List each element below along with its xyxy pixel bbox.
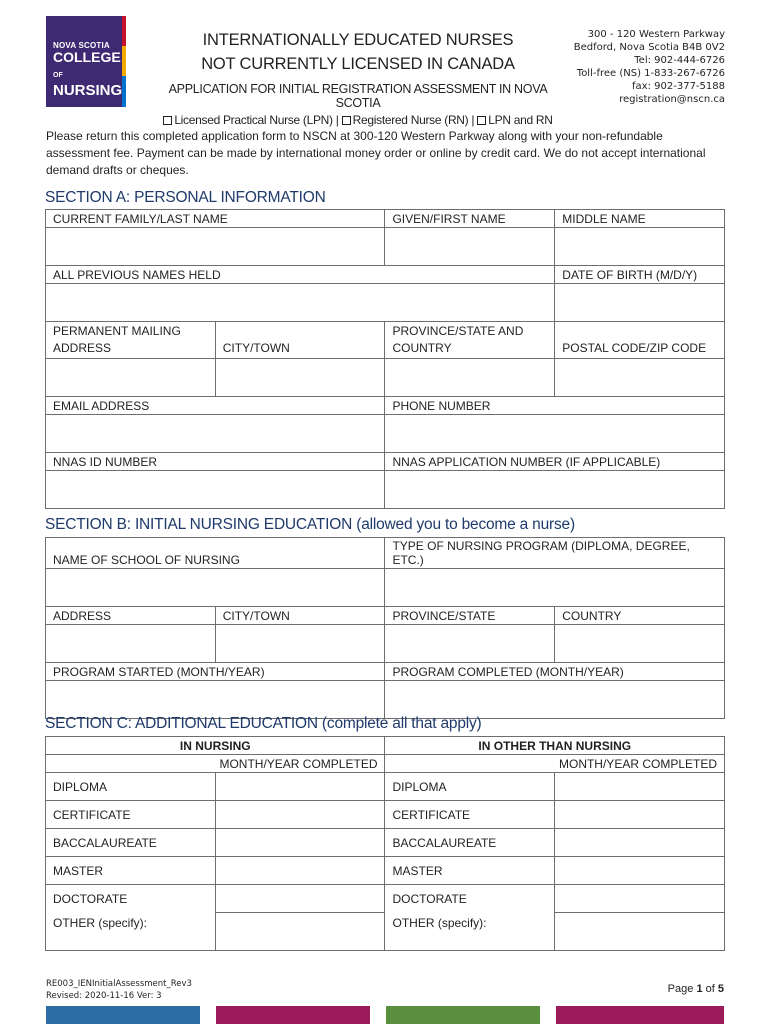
nursing-education-table — [45, 537, 725, 719]
other-other-field[interactable] — [555, 913, 725, 951]
footer-bar-green — [386, 1006, 540, 1024]
middle-name-label: MIDDLE NAME — [555, 210, 725, 228]
nursing-certificate-label: CERTIFICATE — [46, 801, 216, 829]
city-field[interactable] — [215, 359, 385, 397]
license-type-options: Licensed Practical Nurse (LPN) | Registered Nurse (RN) | LPN and RN — [150, 113, 566, 127]
school-field[interactable] — [46, 569, 385, 607]
nursing-baccalaureate-field[interactable] — [215, 829, 385, 857]
mailing-address-field[interactable] — [46, 359, 216, 397]
previous-names-label: ALL PREVIOUS NAMES HELD — [46, 266, 555, 284]
previous-names-field[interactable] — [46, 284, 555, 322]
section-b-title: SECTION B: INITIAL NURSING EDUCATION (allowed you to become a nurse) — [45, 516, 575, 533]
lpn-option[interactable]: Licensed Practical Nurse (LPN) — [163, 113, 332, 127]
given-name-label: GIVEN/FIRST NAME — [385, 210, 555, 228]
nursing-doctorate-field[interactable] — [215, 885, 385, 913]
program-type-label: TYPE OF NURSING PROGRAM (DIPLOMA, DEGREE, ETC.) — [385, 538, 725, 569]
in-nursing-header: IN NURSING — [46, 737, 385, 755]
footer-bar-magenta — [216, 1006, 370, 1024]
other-diploma-field[interactable] — [555, 773, 725, 801]
school-address-label: ADDRESS — [46, 607, 216, 625]
email-field[interactable] — [46, 415, 385, 453]
city-label: CITY/TOWN — [215, 322, 385, 359]
email-label: EMAIL ADDRESS — [46, 397, 385, 415]
mailing-address-label: PERMANENT MAILING ADDRESS — [46, 322, 216, 359]
given-name-field[interactable] — [385, 228, 555, 266]
form-header — [150, 28, 566, 127]
nursing-master-label: MASTER — [46, 857, 216, 885]
middle-name-field[interactable] — [555, 228, 725, 266]
other-baccalaureate-label: BACCALAUREATE — [385, 829, 555, 857]
nnas-id-field[interactable] — [46, 471, 385, 509]
program-completed-label: PROGRAM COMPLETED (MONTH/YEAR) — [385, 663, 725, 681]
additional-education-table — [45, 736, 725, 951]
other-master-field[interactable] — [555, 857, 725, 885]
lpn-checkbox[interactable] — [163, 116, 172, 125]
intro-paragraph: Please return this completed application form to NSCN at 300-120 Western Parkway along with your non-refundable assessment fee. Payment can be made by international money order or online by credit card. We do not accept international demand drafts or cheques. — [46, 129, 706, 177]
postal-code-field[interactable] — [555, 359, 725, 397]
other-than-nursing-header: IN OTHER THAN NURSING — [385, 737, 725, 755]
program-started-field[interactable] — [46, 681, 385, 719]
nursing-doctorate-label: DOCTORATE — [46, 885, 216, 913]
nursing-other-field[interactable] — [215, 913, 385, 951]
nursing-month-year-header: MONTH/YEAR COMPLETED — [46, 755, 385, 773]
other-certificate-label: CERTIFICATE — [385, 801, 555, 829]
other-doctorate-label: DOCTORATE — [385, 885, 555, 913]
school-country-field[interactable] — [555, 625, 725, 663]
nnas-app-field[interactable] — [385, 471, 725, 509]
nursing-master-field[interactable] — [215, 857, 385, 885]
school-country-label: COUNTRY — [555, 607, 725, 625]
rn-option[interactable]: Registered Nurse (RN) — [342, 113, 469, 127]
nursing-certificate-field[interactable] — [215, 801, 385, 829]
form-subtitle: APPLICATION FOR INITIAL REGISTRATION ASSESSMENT IN NOVA SCOTIA — [168, 82, 548, 110]
province-country-field[interactable] — [385, 359, 555, 397]
contact-address: 300 - 120 Western Parkway Bedford, Nova Scotia B4B 0V2 Tel: 902-444-6726 Toll-free (NS) 1-833-267-6726 fax: 902-377-5188 registration@nscn.ca — [573, 29, 725, 105]
province-country-label: PROVINCE/STATE AND COUNTRY — [385, 322, 555, 359]
footer-bar-magenta-2 — [556, 1006, 724, 1024]
lpn-rn-checkbox[interactable] — [477, 116, 486, 125]
program-completed-field[interactable] — [385, 681, 725, 719]
phone-label: PHONE NUMBER — [385, 397, 725, 415]
other-baccalaureate-field[interactable] — [555, 829, 725, 857]
form-title-line2: NOT CURRENTLY LICENSED IN CANADA — [201, 55, 515, 73]
school-province-label: PROVINCE/STATE — [385, 607, 555, 625]
other-other-label: OTHER (specify): — [385, 913, 555, 951]
rn-checkbox[interactable] — [342, 116, 351, 125]
school-province-field[interactable] — [385, 625, 555, 663]
nnas-id-label: NNAS ID NUMBER — [46, 453, 385, 471]
form-title-line1: INTERNATIONALLY EDUCATED NURSES — [202, 31, 514, 49]
nursing-diploma-label: DIPLOMA — [46, 773, 216, 801]
section-c-title: SECTION C: ADDITIONAL EDUCATION (complete all that apply) — [45, 715, 482, 732]
lpn-rn-option[interactable]: LPN and RN — [477, 113, 552, 127]
contact-email: registration@nscn.ca — [619, 94, 725, 105]
program-type-field[interactable] — [385, 569, 725, 607]
page-number: Page 1 of 5 — [667, 983, 724, 995]
nursing-other-label: OTHER (specify): — [46, 913, 216, 951]
school-address-field[interactable] — [46, 625, 216, 663]
postal-code-label: POSTAL CODE/ZIP CODE — [555, 322, 725, 359]
footer-bar-blue — [46, 1006, 200, 1024]
nscn-logo — [46, 16, 126, 107]
logo-line3: NURSING — [53, 82, 123, 99]
school-label: NAME OF SCHOOL OF NURSING — [46, 538, 385, 569]
logo-line2: COLLEGE OF — [53, 49, 121, 79]
school-city-label: CITY/TOWN — [215, 607, 385, 625]
other-certificate-field[interactable] — [555, 801, 725, 829]
dob-field[interactable] — [555, 284, 725, 322]
school-city-field[interactable] — [215, 625, 385, 663]
other-doctorate-field[interactable] — [555, 885, 725, 913]
form-id: RE003_IENInitialAssessment_Rev3 Revised: 2020-11-16 Ver: 3 — [46, 979, 192, 1001]
phone-field[interactable] — [385, 415, 725, 453]
nursing-baccalaureate-label: BACCALAUREATE — [46, 829, 216, 857]
family-name-field[interactable] — [46, 228, 385, 266]
logo-line1: NOVA SCOTIA — [53, 41, 110, 50]
nursing-diploma-field[interactable] — [215, 773, 385, 801]
dob-label: DATE OF BIRTH (M/D/Y) — [555, 266, 725, 284]
nnas-app-label: NNAS APPLICATION NUMBER (IF APPLICABLE) — [385, 453, 725, 471]
program-started-label: PROGRAM STARTED (MONTH/YEAR) — [46, 663, 385, 681]
other-month-year-header: MONTH/YEAR COMPLETED — [385, 755, 725, 773]
section-a-title: SECTION A: PERSONAL INFORMATION — [45, 189, 326, 206]
personal-info-table — [45, 209, 725, 509]
other-master-label: MASTER — [385, 857, 555, 885]
family-name-label: CURRENT FAMILY/LAST NAME — [46, 210, 385, 228]
other-diploma-label: DIPLOMA — [385, 773, 555, 801]
